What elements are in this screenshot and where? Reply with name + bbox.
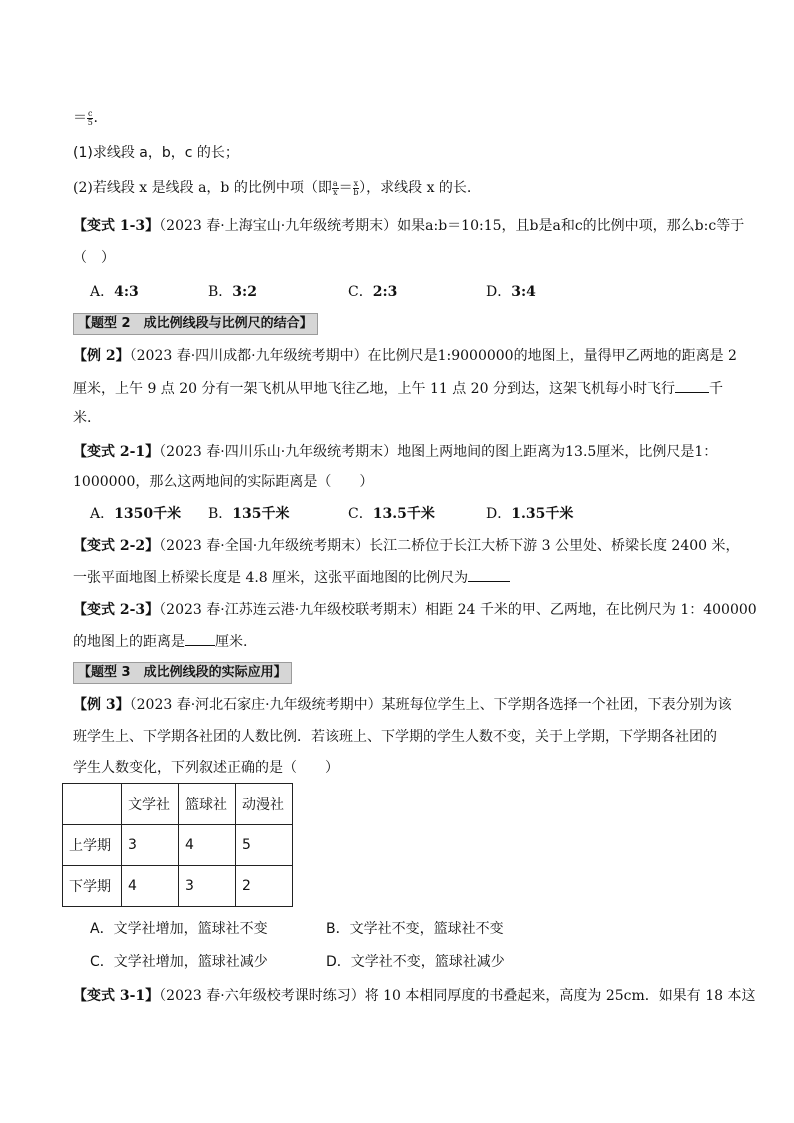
variant-2-1-line1: 【变式 2-1】（2023 春·四川乐山·九年级统考期末）地图上两地间的图上距离为13.5厘米，比例尺是1： xyxy=(73,444,718,460)
table-cell: 5 xyxy=(236,825,293,866)
club-ratio-table xyxy=(62,783,293,907)
variant-tag: 【变式 1-3】 xyxy=(73,218,160,234)
fraction-x-over-b: $\frac{x}{b}$ xyxy=(353,178,359,197)
fraction-a-over-x: $\frac{a}{x}$ xyxy=(332,178,338,197)
example-2-line3: 米. xyxy=(73,410,92,426)
variant-1-3-line1: 【变式 1-3】（2023 春·上海宝山·九年级统考期末）如果a:b＝10:15，且b是a和c的比例中项，那么b:c等于 xyxy=(73,218,745,234)
fragment-line: ＝ $\frac{c}{5}$ . xyxy=(73,108,98,127)
table-cell: 上学期 xyxy=(63,825,122,866)
option-d: D．文学社不变，篮球社减少 xyxy=(326,954,505,970)
table-header-cell: 文学社 xyxy=(122,784,179,825)
table-cell: 下学期 xyxy=(63,866,122,907)
variant-2-3-line2: 的地图上的距离是 厘米. xyxy=(73,631,247,652)
example-2-line2: 厘米，上午 9 点 20 分有一架飞机从甲地飞往乙地，上午 11 点 20 分到达，这架飞机每小时飞行 千 xyxy=(73,378,723,399)
variant-3-1-line1: 【变式 3-1】（2023 春·六年级校考课时练习）将 10 本相同厚度的书叠起来，高度为 25cm．如果有 18 本这 xyxy=(73,988,756,1004)
answer-blank xyxy=(185,631,215,646)
table-cell: 2 xyxy=(236,866,293,907)
option-d: D．1.35千米 xyxy=(486,506,574,522)
section-heading-3: 【题型 3 成比例线段的实际应用】 xyxy=(73,662,292,684)
table-cell: 3 xyxy=(179,866,236,907)
equals-sign: ＝ xyxy=(73,110,87,126)
table-cell: 3 xyxy=(122,825,179,866)
variant-2-3-line1: 【变式 2-3】（2023 春·江苏连云港·九年级校联考期末）相距 24 千米的甲、乙两地，在比例尺为 1：400000 xyxy=(73,602,757,618)
option-c: C．文学社增加，篮球社减少 xyxy=(90,954,268,970)
example-3-line2: 班学生上、下学期各社团的人数比例．若该班上、下学期的学生人数不变，关于上学期，下学期各社团的 xyxy=(73,729,717,745)
option-a: A．文学社增加，篮球社不变 xyxy=(90,921,268,937)
variant-2-2-line2: 一张平面地图上桥梁长度是 4.8 厘米，这张平面地图的比例尺为 xyxy=(73,567,510,588)
example-3-line3: 学生人数变化，下列叙述正确的是（ ） xyxy=(73,760,339,776)
answer-blank xyxy=(468,567,510,582)
table-cell: 4 xyxy=(179,825,236,866)
option-b: B．文学社不变，篮球社不变 xyxy=(326,921,504,937)
option-a: A．4:3 xyxy=(90,284,139,300)
table-header-cell: 动漫社 xyxy=(236,784,293,825)
variant-2-1-line2: 1000000，那么这两地间的实际距离是（ ） xyxy=(73,474,374,490)
table-header-cell xyxy=(63,784,122,825)
example-2-line1: 【例 2】（2023 春·四川成都·九年级统考期中）在比例尺是1:9000000的地图上，量得甲乙两地的距离是 2 xyxy=(73,348,737,364)
option-b: B．3:2 xyxy=(208,284,257,300)
question-part-1: (1)求线段 a，b，c 的长； xyxy=(73,145,239,161)
table-row xyxy=(63,825,293,866)
answer-blank xyxy=(675,378,709,393)
option-d: D．3:4 xyxy=(486,284,536,300)
variant-1-3-line2: （ ） xyxy=(73,250,115,266)
fraction-c-over-5: $\frac{c}{5}$ xyxy=(87,108,93,127)
option-b: B．135千米 xyxy=(208,506,290,522)
example-3-line1: 【例 3】（2023 春·河北石家庄·九年级统考期中）某班每位学生上、下学期各选择一个社团，下表分别为该 xyxy=(73,697,732,713)
table-header-cell: 篮球社 xyxy=(179,784,236,825)
table-header-row xyxy=(63,784,293,825)
option-c: C．13.5千米 xyxy=(348,506,435,522)
option-a: A．1350千米 xyxy=(90,506,182,522)
section-heading-2: 【题型 2 成比例线段与比例尺的结合】 xyxy=(73,313,318,335)
option-c: C．2:3 xyxy=(348,284,398,300)
variant-2-2-line1: 【变式 2-2】（2023 春·全国·九年级统考期末）长江二桥位于长江大桥下游 3 公里处、桥梁长度 2400 米， xyxy=(73,538,740,554)
question-part-2: (2)若线段 x 是线段 a，b 的比例中项（即 $\frac{a}{x}$ ＝ $\frac{x}{b}$ ），求线段 x 的长. xyxy=(73,178,472,197)
table-row xyxy=(63,866,293,907)
table-cell: 4 xyxy=(122,866,179,907)
